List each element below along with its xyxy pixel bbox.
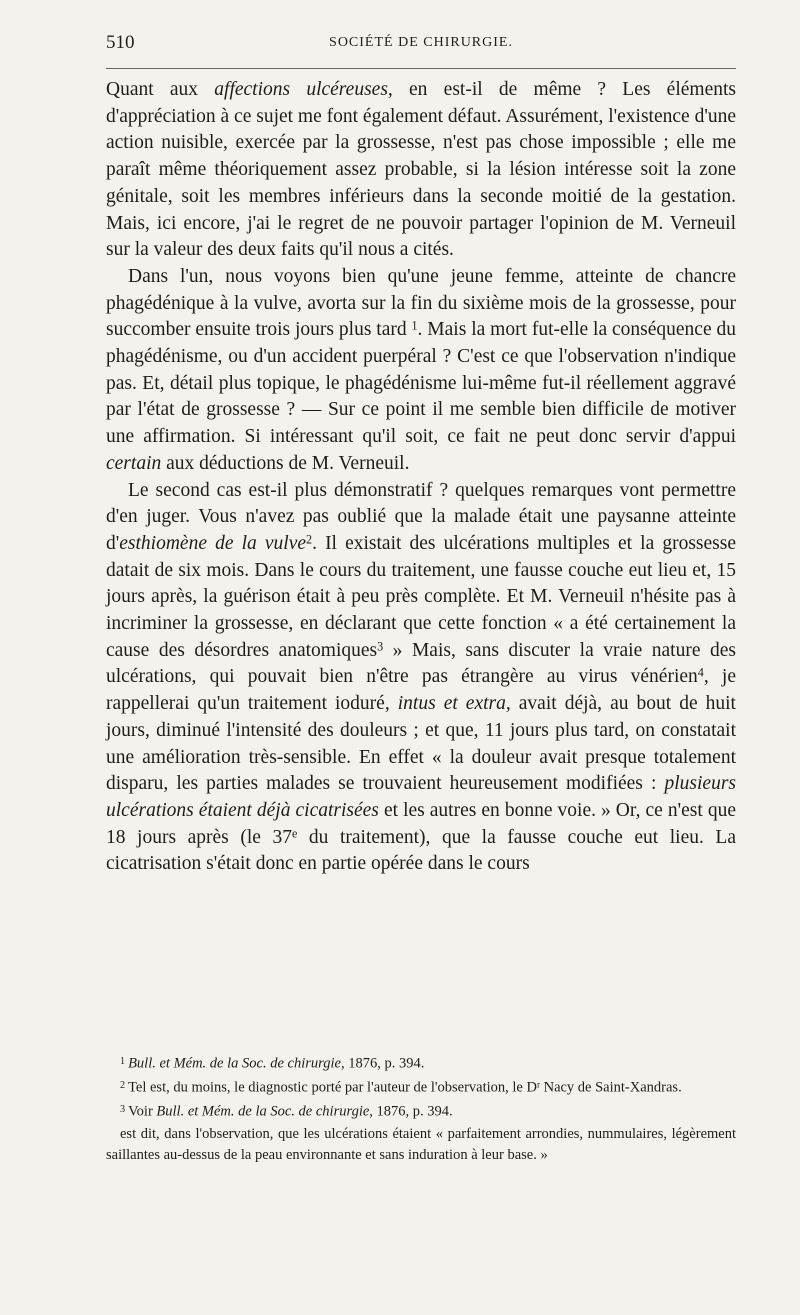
page-header xyxy=(106,32,736,56)
footnote-ref: 1 xyxy=(411,318,418,333)
footnote-3: $^3$ Voir Bull. et Mém. de la Soc. de chirurgie, 1876, p. 394. xyxy=(120,1103,453,1120)
body-text xyxy=(106,77,736,878)
footnote-ref: 4 xyxy=(697,666,704,681)
paragraph-1: Quant aux affections ulcéreuses, en est-il de même ? Les éléments d'appréciation à ce sujet me font également défaut. Assurément, l'existence d'une action nuisible, exercée par la grossesse, n'est pas chose impossible ; elle me paraît même théoriquement assez probable, si la lésion intéresse soit la zone génitale, soit les membres inférieurs dans la seconde moitié de la gestation. Mais, ici encore, j'ai le regret de ne pouvoir partager l'opinion de M. Verneuil sur la valeur des deux faits qu'il nous a cités. xyxy=(106,79,736,261)
footnote-ref: 3 xyxy=(377,639,384,654)
footnotes xyxy=(106,1052,736,1167)
running-title: SOCIÉTÉ DE CHIRURGIE. xyxy=(329,35,513,50)
footnote-4: est dit, dans l'observation, que les ulcérations étaient « parfaitement arrondies, nummulaires, légèrement saillantes au-dessus de la peau environnante et sans induration à leur base. » xyxy=(106,1126,736,1163)
footnote-ref: 2 xyxy=(306,532,313,547)
page-number: 510 xyxy=(106,32,135,53)
paragraph-3: Le second cas est-il plus démonstratif ? quelques remarques vont permettre d'en juger. Vous n'avez pas oublié que la malade était une paysanne atteinte d'esthiomène de la vulve$^2$. Il existait des ulcérations multiples et la grossesse datait de six mois. Dans le cours du traitement, une fausse couche eut lieu et, 15 jours après, la guérison était à peu près complète. Et M. Verneuil n'hésite pas à incriminer la grossesse, en déclarant que cette fonction « a été certainement la cause des désordres anatomiques$^3$ » Mais, sans discuter la vraie nature des ulcérations, qui pouvait bien n'être pas étrangère au virus vénérien$^4$, je rappellerai qu'un traitement ioduré, intus et extra, avait déjà, au bout de huit jours, diminué l'intensité des douleurs ; et que, 11 jours plus tard, on constatait une amélioration très-sensible. En effet « la douleur avait presque totalement disparu, les parties malades se trouvaient heureusement modifiées : plusieurs ulcérations étaient déjà cicatrisées et les autres en bonne voie. » Or, ce n'est que 18 jours après (le 37e du traitement), que la fausse couche eut lieu. La cicatrisation s'était donc en partie opérée dans le cours xyxy=(106,479,736,875)
footnote-2: $^2$ Tel est, du moins, le diagnostic porté par l'auteur de l'observation, le $D^r$ Nacy de Saint-Xandras. xyxy=(120,1079,682,1096)
paragraph-2: Dans l'un, nous voyons bien qu'une jeune femme, atteinte de chancre phagédénique à la vulve, avorta sur la fin du sixième mois de la grossesse, pour succomber ensuite trois jours plus tard $^1$. Mais la mort fut-elle la conséquence du phagédénisme, ou d'un accident puerpéral ? C'est ce que l'observation n'indique pas. Et, détail plus topique, le phagédénisme lui-même fut-il réellement aggravé par l'état de grossesse ? — Sur ce point il me semble bien difficile de motiver une affirmation. Si intéressant qu'il soit, ce fait ne peut donc servir d'appui certain aux déductions de M. Verneuil. xyxy=(106,265,736,474)
header-rule xyxy=(106,68,736,69)
footnote-1: $^1$ Bull. et Mém. de la Soc. de chirurgie, 1876, p. 394. xyxy=(120,1055,425,1072)
